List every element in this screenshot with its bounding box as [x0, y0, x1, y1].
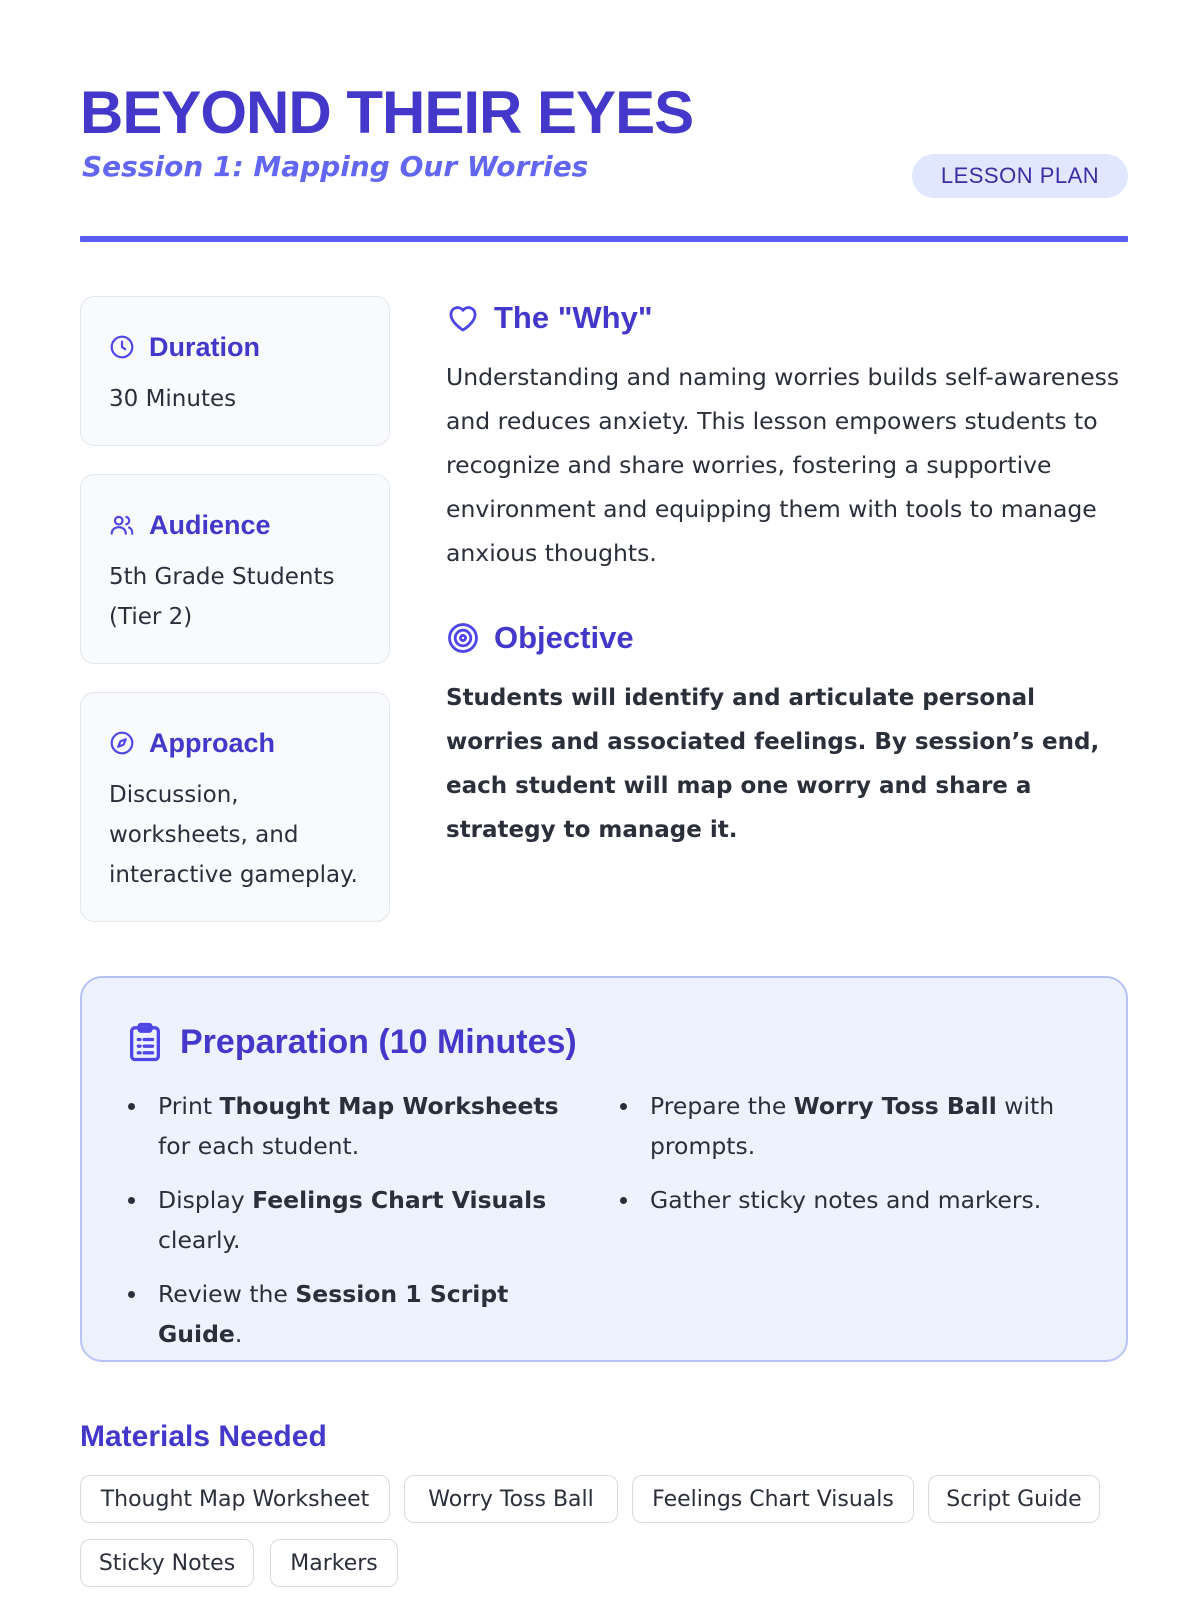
- prep-item: Review the Session 1 Script Guide.: [128, 1274, 598, 1354]
- why-title: The "Why": [494, 300, 653, 335]
- lesson-plan-badge: LESSON PLAN: [912, 154, 1128, 198]
- why-text: Understanding and naming worries builds self-awareness and reduces anxiety. This lesson empowers students to recognize and share worries, fostering a supportive environment and equipping them with tools to manage anxious thoughts.: [446, 363, 1120, 567]
- audience-card: [80, 474, 390, 664]
- heart-icon: [446, 301, 480, 335]
- preparation-heading: [128, 1022, 577, 1062]
- material-chip: Feelings Chart Visuals: [632, 1475, 914, 1523]
- preparation-box: [80, 976, 1128, 1362]
- header-divider: [80, 236, 1128, 242]
- page-title: BEYOND THEIR EYES: [80, 79, 694, 146]
- clipboard-icon: [128, 1022, 162, 1062]
- preparation-list-left: [128, 1086, 598, 1368]
- audience-title: Audience: [149, 509, 271, 540]
- duration-value: 30 Minutes: [109, 386, 237, 412]
- objective-text: Students will identify and articulate personal worries and associated feelings. By session’s end, each student will map one worry and share a strategy to manage it.: [446, 685, 1100, 843]
- target-icon: [446, 621, 480, 655]
- material-chip: Sticky Notes: [80, 1539, 254, 1587]
- session-subtitle: Session 1: Mapping Our Worries: [82, 150, 589, 183]
- objective-heading: [446, 620, 634, 656]
- approach-card: [80, 692, 390, 922]
- users-icon: [109, 512, 135, 538]
- prep-item: Display Feelings Chart Visuals clearly.: [128, 1180, 598, 1260]
- approach-value: Discussion, worksheets, and interactive gameplay.: [109, 782, 358, 888]
- prep-item: Gather sticky notes and markers.: [620, 1180, 1090, 1220]
- objective-title: Objective: [494, 620, 634, 655]
- material-chip: Markers: [270, 1539, 398, 1587]
- clock-icon: [109, 334, 135, 360]
- material-chip: Worry Toss Ball: [404, 1475, 618, 1523]
- duration-title: Duration: [149, 331, 260, 362]
- why-heading: [446, 300, 653, 336]
- preparation-list-right: [620, 1086, 1090, 1234]
- prep-item: Print Thought Map Worksheets for each student.: [128, 1086, 598, 1166]
- approach-title: Approach: [149, 727, 276, 758]
- materials-title: Materials Needed: [80, 1420, 327, 1453]
- compass-icon: [109, 730, 135, 756]
- material-chip: Thought Map Worksheet: [80, 1475, 390, 1523]
- audience-value: 5th Grade Students (Tier 2): [109, 564, 335, 630]
- preparation-title: Preparation (10 Minutes): [180, 1022, 577, 1061]
- material-chip: Script Guide: [928, 1475, 1100, 1523]
- prep-item: Prepare the Worry Toss Ball with prompts.: [620, 1086, 1090, 1166]
- duration-card: [80, 296, 390, 446]
